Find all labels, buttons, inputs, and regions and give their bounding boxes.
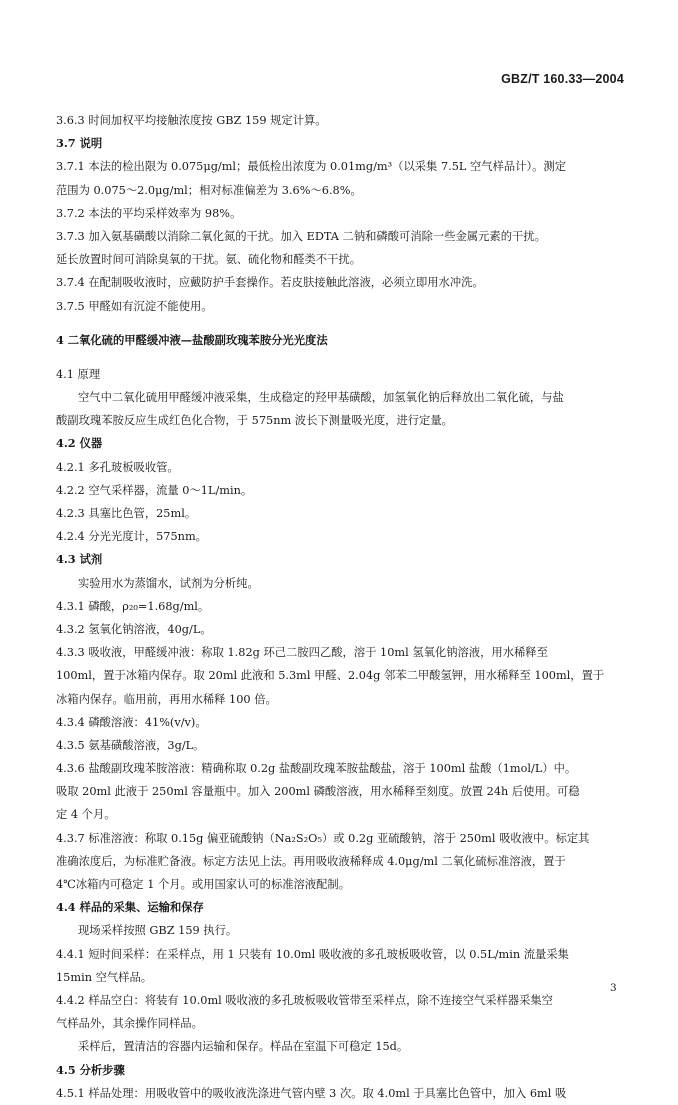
section-heading: 3.7 说明 [56, 136, 103, 151]
section-heading: 4.4 样品的采集、运输和保存 [56, 900, 204, 915]
text-line: 4.2.4 分光光度计，575nm。 [56, 530, 207, 544]
text-line: 4.1 原理 [56, 367, 101, 381]
text-line: 采样后，置清洁的容器内运输和保存。样品在室温下可稳定 15d。 [78, 1040, 409, 1054]
text-line: 4.4.1 短时间采样：在采样点，用 1 只装有 10.0ml 吸收液的多孔玻板吸收管，以 0.5L/min 流量采集 [56, 947, 569, 961]
text-line: 气样品外，其余操作同样品。 [56, 1017, 203, 1031]
text-line: 3.6.3 时间加权平均接触浓度按 GBZ 159 规定计算。 [56, 114, 327, 127]
text-line: 4℃冰箱内可稳定 1 个月。或用国家认可的标准溶液配制。 [56, 878, 351, 891]
text-line: 4.3.4 磷酸溶液：41%(v/v)。 [56, 715, 207, 729]
text-line: 4.3.5 氨基磺酸溶液，3g/L。 [56, 738, 205, 752]
text-line: 3.7.2 本法的平均采样效率为 98%。 [56, 206, 242, 220]
text-line: 实验用水为蒸馏水，试剂为分析纯。 [78, 576, 259, 590]
text-line: 4.5.1 样品处理：用吸收管中的吸收液洗涤进气管内壁 3 次。取 4.0ml 于具塞比色管中，加入 6ml 吸 [56, 1086, 567, 1100]
standard-code: GBZ/T 160.33—2004 [501, 72, 624, 86]
text-line: 4.3.2 氢氧化钠溶液，40g/L。 [56, 622, 212, 636]
text-line: 酸副玫瑰苯胺反应生成红色化合物，于 575nm 波长下测量吸光度，进行定量。 [56, 414, 453, 428]
text-line: 冰箱内保存。临用前，再用水稀释 100 倍。 [56, 692, 277, 706]
page-number: 3 [610, 982, 617, 994]
text-line: 3.7.5 甲醛如有沉淀不能使用。 [56, 299, 213, 313]
text-line: 4.2.1 多孔玻板吸收管。 [56, 460, 179, 474]
section-heading: 4.2 仪器 [56, 436, 103, 451]
text-line: 现场采样按照 GBZ 159 执行。 [78, 924, 238, 938]
text-line: 100ml，置于冰箱内保存。取 20ml 此液和 5.3ml 甲醛、2.04g 邻苯二甲酸氢钾，用水稀释至 100ml，置于 [56, 669, 605, 683]
document-body [56, 109, 630, 1105]
text-line: 定 4 个月。 [56, 808, 116, 822]
text-line: 4.3.6 盐酸副玫瑰苯胺溶液：精确称取 0.2g 盐酸副玫瑰苯胺盐酸盐，溶于 100ml 盐酸（1mol/L）中。 [56, 762, 577, 776]
paragraph-gap [56, 318, 630, 329]
section-heading: 4.5 分析步骤 [56, 1062, 125, 1077]
text-line: 空气中二氧化硫用甲醛缓冲液采集，生成稳定的羟甲基磺酸，加氢氧化钠后释放出二氧化硫，与盐 [78, 391, 564, 405]
text-line: 3.7.4 在配制吸收液时，应戴防护手套操作。若皮肤接触此溶液，必须立即用水冲洗。 [56, 276, 484, 290]
text-line: 3.7.3 加入氨基磺酸以消除二氧化氮的干扰。加入 EDTA 二钠和磷酸可消除一些金属元素的干扰。 [56, 229, 546, 243]
text-line: 准确浓度后，为标准贮备液。标定方法见上法。再用吸收液稀释成 4.0μg/ml 二氧化硫标准溶液，置于 [56, 854, 566, 868]
text-line: 3.7.1 本法的检出限为 0.075μg/ml；最低检出浓度为 0.01mg/m³（以采集 7.5L 空气样品计）。测定 [56, 160, 567, 174]
text-line: 4.2.2 空气采样器，流量 0～1L/min。 [56, 483, 253, 497]
text-line: 4.4.2 样品空白：将装有 10.0ml 吸收液的多孔玻板吸收管带至采样点，除不连接空气采样器采集空 [56, 993, 553, 1007]
text-line: 4.2.3 具塞比色管，25ml。 [56, 507, 197, 520]
text-line: 范围为 0.075～2.0μg/ml；相对标准偏差为 3.6%～6.8%。 [56, 183, 362, 197]
paragraph-gap [56, 352, 630, 363]
section-heading: 4.3 试剂 [56, 552, 103, 567]
text-line: 吸取 20ml 此液于 250ml 容量瓶中。加入 200ml 磷酸溶液，用水稀释至刻度。放置 24h 后使用。可稳 [56, 785, 580, 799]
text-line: 4.3.1 磷酸，ρ₂₀=1.68g/ml。 [56, 599, 210, 613]
section-heading: 4 二氧化硫的甲醛缓冲液—盐酸副玫瑰苯胺分光光度法 [56, 332, 328, 347]
text-line: 延长放置时间可消除臭氧的干扰。氨、硫化物和醛类不干扰。 [56, 253, 362, 267]
text-line: 15min 空气样品。 [56, 970, 153, 984]
text-line: 4.3.3 吸收液，甲醛缓冲液：称取 1.82g 环己二胺四乙酸，溶于 10ml 氢氧化钠溶液，用水稀释至 [56, 646, 548, 660]
text-line: 4.3.7 标准溶液：称取 0.15g 偏亚硫酸钠（Na₂S₂O₅）或 0.2g 亚硫酸钠，溶于 250ml 吸收液中。标定其 [56, 831, 590, 845]
